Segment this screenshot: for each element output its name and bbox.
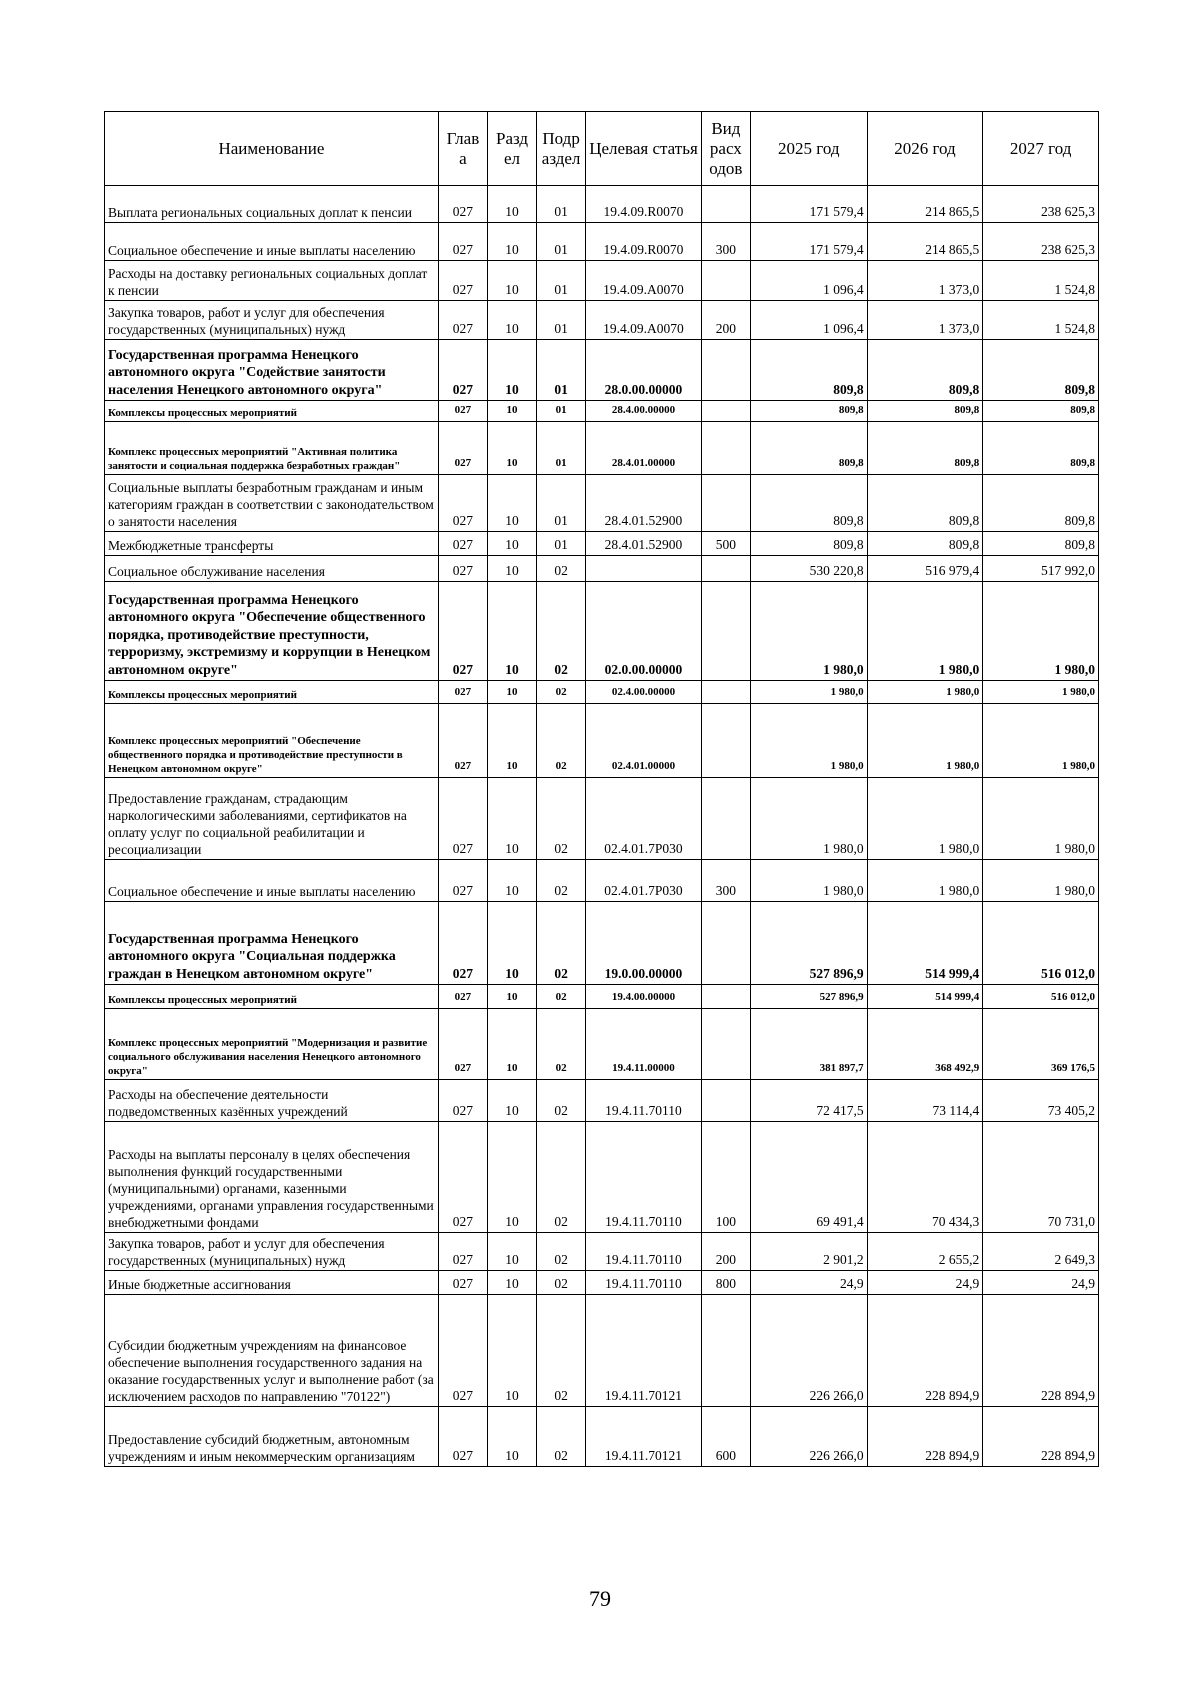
row-celevaya-statya: 19.4.09.R0070 (586, 186, 702, 223)
row-name: Выплата региональных социальных доплат к пенсии (105, 186, 439, 223)
row-vid-rashodov: 300 (701, 223, 750, 261)
row-vid-rashodov (701, 261, 750, 301)
row-podrazdel: 02 (537, 1407, 586, 1467)
row-name: Предоставление гражданам, страдающим наркологическими заболеваниями, сертификатов на оплату услуг по социальной реабилитации и ресоциализации (105, 778, 439, 860)
row-2025: 1 980,0 (750, 778, 867, 860)
row-2027: 516 012,0 (983, 902, 1099, 985)
row-2026: 214 865,5 (867, 223, 983, 261)
header-celevaya-statya: Целевая статья (586, 112, 702, 186)
row-razdel: 10 (487, 422, 536, 475)
row-glava: 027 (438, 223, 487, 261)
row-celevaya-statya: 28.4.01.52900 (586, 475, 702, 532)
row-vid-rashodov: 300 (701, 860, 750, 902)
row-razdel: 10 (487, 681, 536, 704)
table-row (105, 1080, 1099, 1122)
table-row (105, 778, 1099, 860)
row-razdel: 10 (487, 340, 536, 401)
table-row (105, 1233, 1099, 1271)
row-2025: 809,8 (750, 532, 867, 556)
row-2025: 72 417,5 (750, 1080, 867, 1122)
row-razdel: 10 (487, 1080, 536, 1122)
row-2025: 171 579,4 (750, 186, 867, 223)
row-razdel: 10 (487, 261, 536, 301)
row-celevaya-statya: 28.4.00.00000 (586, 401, 702, 422)
row-2025: 809,8 (750, 422, 867, 475)
row-podrazdel: 02 (537, 1009, 586, 1080)
row-glava: 027 (438, 186, 487, 223)
row-celevaya-statya: 19.4.11.70110 (586, 1271, 702, 1295)
row-vid-rashodov (701, 704, 750, 778)
row-podrazdel: 02 (537, 902, 586, 985)
table-row (105, 582, 1099, 681)
row-glava: 027 (438, 1233, 487, 1271)
row-2026: 1 980,0 (867, 582, 983, 681)
header-podrazdel: Подр аздел (537, 112, 586, 186)
table-row (105, 556, 1099, 582)
row-vid-rashodov (701, 985, 750, 1009)
row-2026: 514 999,4 (867, 902, 983, 985)
row-vid-rashodov (701, 681, 750, 704)
row-celevaya-statya: 02.0.00.00000 (586, 582, 702, 681)
row-2027: 809,8 (983, 422, 1099, 475)
page-number: 79 (589, 1586, 611, 1611)
table-row (105, 340, 1099, 401)
row-glava: 027 (438, 681, 487, 704)
row-name: Комплексы процессных мероприятий (105, 985, 439, 1009)
row-2026: 809,8 (867, 422, 983, 475)
table-row (105, 1407, 1099, 1467)
row-2027: 369 176,5 (983, 1009, 1099, 1080)
row-podrazdel: 01 (537, 532, 586, 556)
row-2026: 228 894,9 (867, 1295, 983, 1407)
table-row (105, 1295, 1099, 1407)
row-name: Расходы на доставку региональных социальных доплат к пенсии (105, 261, 439, 301)
row-2027: 1 524,8 (983, 261, 1099, 301)
row-celevaya-statya: 19.4.09.А0070 (586, 301, 702, 340)
row-glava: 027 (438, 1271, 487, 1295)
row-glava: 027 (438, 902, 487, 985)
row-podrazdel: 01 (537, 475, 586, 532)
row-razdel: 10 (487, 1407, 536, 1467)
header-2026: 2026 год (867, 112, 983, 186)
row-vid-rashodov (701, 186, 750, 223)
row-razdel: 10 (487, 532, 536, 556)
row-podrazdel: 01 (537, 301, 586, 340)
row-2026: 24,9 (867, 1271, 983, 1295)
row-2026: 809,8 (867, 340, 983, 401)
row-glava: 027 (438, 556, 487, 582)
row-podrazdel: 02 (537, 860, 586, 902)
row-razdel: 10 (487, 186, 536, 223)
row-name: Комплексы процессных мероприятий (105, 401, 439, 422)
row-2026: 809,8 (867, 475, 983, 532)
row-2025: 1 980,0 (750, 860, 867, 902)
row-podrazdel: 01 (537, 401, 586, 422)
row-celevaya-statya: 19.0.00.00000 (586, 902, 702, 985)
row-podrazdel: 02 (537, 681, 586, 704)
table-row (105, 532, 1099, 556)
row-2026: 1 980,0 (867, 860, 983, 902)
row-name: Комплекс процессных мероприятий "Модернизация и развитие социального обслуживания населения Ненецкого автономного округа" (105, 1009, 439, 1080)
table-row (105, 475, 1099, 532)
row-celevaya-statya: 28.4.01.00000 (586, 422, 702, 475)
row-glava: 027 (438, 1080, 487, 1122)
row-celevaya-statya: 02.4.00.00000 (586, 681, 702, 704)
row-razdel: 10 (487, 582, 536, 681)
table-row (105, 186, 1099, 223)
row-2027: 238 625,3 (983, 223, 1099, 261)
row-2027: 1 980,0 (983, 704, 1099, 778)
table-row (105, 1271, 1099, 1295)
table-row (105, 401, 1099, 422)
row-2026: 73 114,4 (867, 1080, 983, 1122)
row-2027: 2 649,3 (983, 1233, 1099, 1271)
row-razdel: 10 (487, 301, 536, 340)
row-2025: 527 896,9 (750, 902, 867, 985)
row-glava: 027 (438, 301, 487, 340)
row-name: Межбюджетные трансферты (105, 532, 439, 556)
header-2027: 2027 год (983, 112, 1099, 186)
row-podrazdel: 02 (537, 556, 586, 582)
row-2026: 1 373,0 (867, 301, 983, 340)
row-2027: 73 405,2 (983, 1080, 1099, 1122)
row-2027: 228 894,9 (983, 1295, 1099, 1407)
row-2027: 228 894,9 (983, 1407, 1099, 1467)
row-vid-rashodov: 200 (701, 1233, 750, 1271)
row-name: Расходы на выплаты персоналу в целях обеспечения выполнения функций государственными (муниципальными) органами, казенными учреждениями, органами управления государственными внебюджетными фондами (105, 1122, 439, 1233)
row-vid-rashodov (701, 1080, 750, 1122)
row-2027: 24,9 (983, 1271, 1099, 1295)
row-glava: 027 (438, 1407, 487, 1467)
table-row (105, 261, 1099, 301)
row-razdel: 10 (487, 860, 536, 902)
row-celevaya-statya: 19.4.00.00000 (586, 985, 702, 1009)
row-2026: 228 894,9 (867, 1407, 983, 1467)
table-row (105, 704, 1099, 778)
row-2027: 1 980,0 (983, 582, 1099, 681)
row-name: Иные бюджетные ассигнования (105, 1271, 439, 1295)
row-glava: 027 (438, 1122, 487, 1233)
row-podrazdel: 02 (537, 1295, 586, 1407)
row-2026: 1 373,0 (867, 261, 983, 301)
row-podrazdel: 02 (537, 704, 586, 778)
row-2025: 809,8 (750, 475, 867, 532)
row-2025: 1 980,0 (750, 704, 867, 778)
row-celevaya-statya: 19.4.11.70110 (586, 1122, 702, 1233)
header-name: Наименование (105, 112, 439, 186)
row-razdel: 10 (487, 475, 536, 532)
row-glava: 027 (438, 532, 487, 556)
row-glava: 027 (438, 340, 487, 401)
row-vid-rashodov: 100 (701, 1122, 750, 1233)
row-name: Государственная программа Ненецкого автономного округа "Социальная поддержка граждан в Ненецком автономном округе" (105, 902, 439, 985)
row-2025: 69 491,4 (750, 1122, 867, 1233)
table-row (105, 1009, 1099, 1080)
row-podrazdel: 01 (537, 186, 586, 223)
row-vid-rashodov (701, 340, 750, 401)
row-celevaya-statya: 02.4.01.7Р030 (586, 778, 702, 860)
row-celevaya-statya: 28.0.00.00000 (586, 340, 702, 401)
row-razdel: 10 (487, 1122, 536, 1233)
row-razdel: 10 (487, 401, 536, 422)
header-razdel: Разд ел (487, 112, 536, 186)
row-razdel: 10 (487, 704, 536, 778)
row-name: Субсидии бюджетным учреждениям на финансовое обеспечение выполнения государственного задания на оказание государственных услуг и выполнение работ (за исключением расходов по направлению "70122") (105, 1295, 439, 1407)
row-celevaya-statya: 19.4.11.70121 (586, 1295, 702, 1407)
row-name: Государственная программа Ненецкого автономного округа "Обеспечение общественного порядка, противодействие преступности, терроризму, экстремизму и коррупции в Ненецком автономном округе" (105, 582, 439, 681)
row-vid-rashodov (701, 422, 750, 475)
table-row (105, 223, 1099, 261)
row-name: Социальное обслуживание населения (105, 556, 439, 582)
row-glava: 027 (438, 582, 487, 681)
row-vid-rashodov (701, 1295, 750, 1407)
row-celevaya-statya: 02.4.01.7Р030 (586, 860, 702, 902)
row-2027: 70 731,0 (983, 1122, 1099, 1233)
row-name: Расходы на обеспечение деятельности подведомственных казённых учреждений (105, 1080, 439, 1122)
row-razdel: 10 (487, 902, 536, 985)
row-2025: 226 266,0 (750, 1407, 867, 1467)
row-name: Государственная программа Ненецкого автономного округа "Содействие занятости населения Ненецкого автономного округа" (105, 340, 439, 401)
row-razdel: 10 (487, 1009, 536, 1080)
row-2027: 809,8 (983, 340, 1099, 401)
row-2027: 516 012,0 (983, 985, 1099, 1009)
table-row (105, 985, 1099, 1009)
row-name: Социальное обеспечение и иные выплаты населению (105, 223, 439, 261)
row-2026: 368 492,9 (867, 1009, 983, 1080)
row-name: Комплексы процессных мероприятий (105, 681, 439, 704)
row-name: Закупка товаров, работ и услуг для обеспечения государственных (муниципальных) нужд (105, 301, 439, 340)
table-row (105, 681, 1099, 704)
row-name: Социальное обеспечение и иные выплаты населению (105, 860, 439, 902)
row-vid-rashodov: 800 (701, 1271, 750, 1295)
row-2026: 2 655,2 (867, 1233, 983, 1271)
row-2026: 516 979,4 (867, 556, 983, 582)
row-2026: 214 865,5 (867, 186, 983, 223)
table-row (105, 422, 1099, 475)
row-2026: 809,8 (867, 532, 983, 556)
row-name: Социальные выплаты безработным гражданам и иным категориям граждан в соответствии с законодательством о занятости населения (105, 475, 439, 532)
row-name: Комплекс процессных мероприятий "Активная политика занятости и социальная поддержка безработных граждан" (105, 422, 439, 475)
row-vid-rashodov (701, 902, 750, 985)
row-podrazdel: 01 (537, 261, 586, 301)
row-2026: 1 980,0 (867, 778, 983, 860)
row-2027: 809,8 (983, 401, 1099, 422)
row-glava: 027 (438, 778, 487, 860)
row-vid-rashodov: 200 (701, 301, 750, 340)
row-2025: 171 579,4 (750, 223, 867, 261)
row-2027: 238 625,3 (983, 186, 1099, 223)
row-2027: 517 992,0 (983, 556, 1099, 582)
table-header-row (105, 112, 1099, 186)
row-vid-rashodov (701, 582, 750, 681)
row-glava: 027 (438, 1009, 487, 1080)
row-2025: 1 980,0 (750, 582, 867, 681)
row-glava: 027 (438, 985, 487, 1009)
budget-table-sheet (104, 111, 1099, 1467)
budget-table (104, 111, 1099, 1467)
row-celevaya-statya (586, 556, 702, 582)
row-2026: 1 980,0 (867, 681, 983, 704)
row-name: Предоставление субсидий бюджетным, автономным учреждениям и иным некоммерческим организациям (105, 1407, 439, 1467)
row-2025: 530 220,8 (750, 556, 867, 582)
row-podrazdel: 02 (537, 778, 586, 860)
row-glava: 027 (438, 422, 487, 475)
row-2027: 1 980,0 (983, 681, 1099, 704)
row-glava: 027 (438, 704, 487, 778)
row-celevaya-statya: 19.4.11.70121 (586, 1407, 702, 1467)
row-podrazdel: 02 (537, 985, 586, 1009)
row-podrazdel: 02 (537, 1122, 586, 1233)
row-podrazdel: 02 (537, 1271, 586, 1295)
row-celevaya-statya: 19.4.09.R0070 (586, 223, 702, 261)
row-glava: 027 (438, 860, 487, 902)
row-2026: 809,8 (867, 401, 983, 422)
row-vid-rashodov (701, 1009, 750, 1080)
header-vid-rashodov: Вид расх одов (701, 112, 750, 186)
row-podrazdel: 02 (537, 1080, 586, 1122)
row-2025: 1 096,4 (750, 301, 867, 340)
row-vid-rashodov (701, 401, 750, 422)
row-podrazdel: 02 (537, 1233, 586, 1271)
row-razdel: 10 (487, 1271, 536, 1295)
row-2027: 1 980,0 (983, 778, 1099, 860)
row-vid-rashodov: 600 (701, 1407, 750, 1467)
row-razdel: 10 (487, 556, 536, 582)
table-row (105, 902, 1099, 985)
row-celevaya-statya: 19.4.11.70110 (586, 1080, 702, 1122)
row-glava: 027 (438, 261, 487, 301)
row-2025: 809,8 (750, 340, 867, 401)
row-2026: 1 980,0 (867, 704, 983, 778)
row-vid-rashodov (701, 475, 750, 532)
row-razdel: 10 (487, 1295, 536, 1407)
row-celevaya-statya: 19.4.11.00000 (586, 1009, 702, 1080)
row-2025: 809,8 (750, 401, 867, 422)
row-celevaya-statya: 02.4.01.00000 (586, 704, 702, 778)
row-podrazdel: 02 (537, 582, 586, 681)
row-vid-rashodov (701, 778, 750, 860)
row-celevaya-statya: 28.4.01.52900 (586, 532, 702, 556)
row-2027: 809,8 (983, 475, 1099, 532)
row-2027: 1 524,8 (983, 301, 1099, 340)
row-vid-rashodov: 500 (701, 532, 750, 556)
row-glava: 027 (438, 1295, 487, 1407)
row-2025: 24,9 (750, 1271, 867, 1295)
row-2026: 514 999,4 (867, 985, 983, 1009)
row-2025: 1 980,0 (750, 681, 867, 704)
row-2025: 1 096,4 (750, 261, 867, 301)
row-name: Комплекс процессных мероприятий "Обеспечение общественного порядка и противодействие преступности в Ненецком автономном округе" (105, 704, 439, 778)
row-2025: 381 897,7 (750, 1009, 867, 1080)
row-razdel: 10 (487, 1233, 536, 1271)
row-name: Закупка товаров, работ и услуг для обеспечения государственных (муниципальных) нужд (105, 1233, 439, 1271)
row-celevaya-statya: 19.4.09.А0070 (586, 261, 702, 301)
row-2027: 809,8 (983, 532, 1099, 556)
header-glava: Глав а (438, 112, 487, 186)
row-podrazdel: 01 (537, 422, 586, 475)
table-row (105, 301, 1099, 340)
table-row (105, 1122, 1099, 1233)
row-celevaya-statya: 19.4.11.70110 (586, 1233, 702, 1271)
row-glava: 027 (438, 475, 487, 532)
row-vid-rashodov (701, 556, 750, 582)
row-2027: 1 980,0 (983, 860, 1099, 902)
row-razdel: 10 (487, 223, 536, 261)
row-podrazdel: 01 (537, 223, 586, 261)
table-row (105, 860, 1099, 902)
row-2025: 226 266,0 (750, 1295, 867, 1407)
row-glava: 027 (438, 401, 487, 422)
row-razdel: 10 (487, 778, 536, 860)
row-razdel: 10 (487, 985, 536, 1009)
row-podrazdel: 01 (537, 340, 586, 401)
row-2025: 2 901,2 (750, 1233, 867, 1271)
header-2025: 2025 год (750, 112, 867, 186)
row-2025: 527 896,9 (750, 985, 867, 1009)
row-2026: 70 434,3 (867, 1122, 983, 1233)
